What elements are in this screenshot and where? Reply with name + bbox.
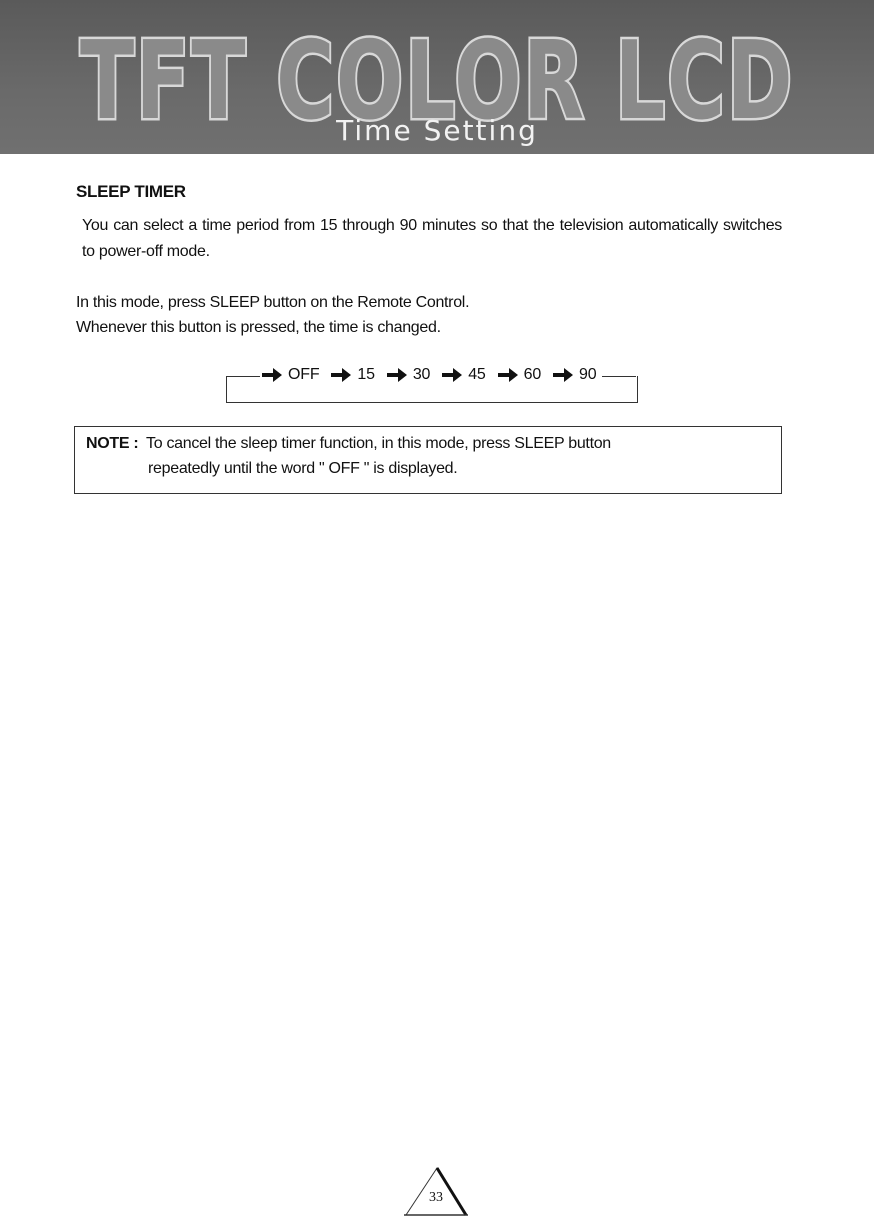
sequence-value: 30 bbox=[412, 366, 431, 383]
sequence-value: 45 bbox=[468, 366, 486, 383]
arrow-right-icon bbox=[553, 368, 573, 382]
note-line-2: repeatedly until the word " OFF " is displayed. bbox=[148, 460, 458, 477]
sequence-value: 90 bbox=[579, 366, 597, 383]
sequence-line-right bbox=[602, 376, 636, 377]
sleep-sequence bbox=[262, 364, 596, 386]
sequence-item bbox=[553, 366, 596, 384]
instructions bbox=[76, 290, 776, 340]
page-number: 33 bbox=[429, 1190, 443, 1205]
sequence-line-left bbox=[226, 376, 260, 377]
arrow-right-icon bbox=[387, 368, 407, 382]
instruction-line-2: Whenever this button is pressed, the time is changed. bbox=[76, 319, 441, 336]
sequence-item bbox=[262, 366, 319, 384]
note-line-1: To cancel the sleep timer function, in this mode, press SLEEP button bbox=[146, 435, 611, 452]
sequence-value: 60 bbox=[523, 366, 542, 383]
sequence-value: OFF bbox=[288, 366, 320, 383]
logo-text: TFT COLOR LCD bbox=[80, 19, 794, 144]
header-band bbox=[0, 0, 874, 154]
note-label: NOTE : bbox=[86, 435, 139, 452]
arrow-right-icon bbox=[498, 368, 518, 382]
sleep-timer-heading: SLEEP TIMER bbox=[76, 182, 186, 201]
sleep-timer-description: You can select a time period from 15 through 90 minutes so that the television automatically switches to power-off mode. bbox=[82, 217, 782, 260]
arrow-right-icon bbox=[262, 368, 282, 382]
arrow-right-icon bbox=[442, 368, 462, 382]
sequence-item bbox=[387, 366, 430, 384]
sequence-value: 15 bbox=[357, 366, 375, 383]
sequence-item bbox=[442, 366, 485, 384]
arrow-right-icon bbox=[331, 368, 351, 382]
sequence-item bbox=[498, 366, 541, 384]
instruction-line-1: In this mode, press SLEEP button on the Remote Control. bbox=[76, 294, 470, 311]
sequence-item bbox=[331, 366, 374, 384]
section-title: Time Setting bbox=[336, 114, 538, 147]
